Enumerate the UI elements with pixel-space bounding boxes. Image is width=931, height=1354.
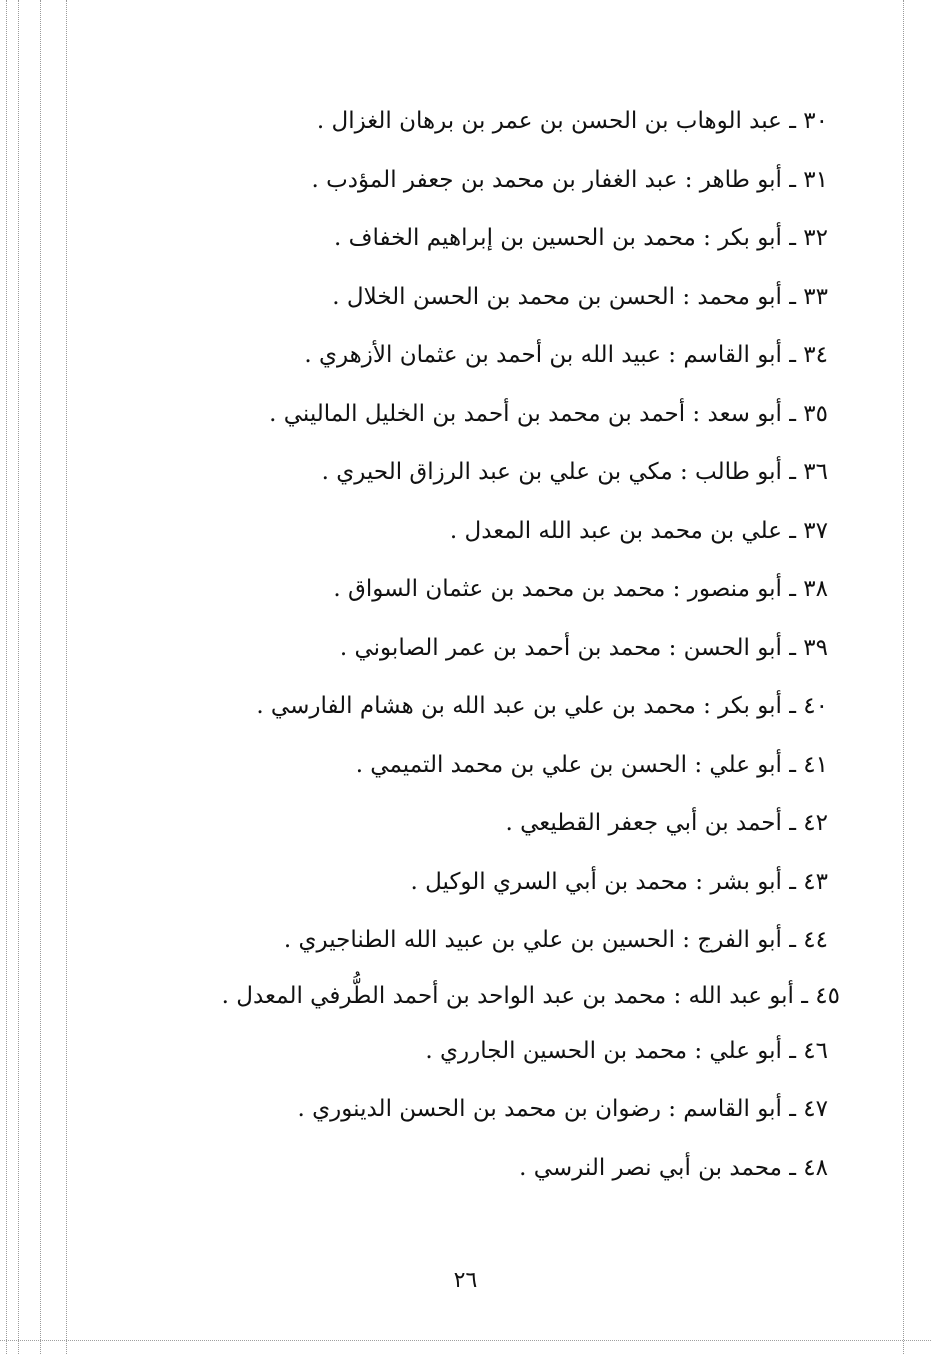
- list-item: ٣٠ ـ عبد الوهاب بن الحسن بن عمر بن برهان الغزال .: [316, 108, 828, 134]
- list-item: ٣٣ ـ أبو محمد : الحسن بن محمد بن الحسن الخلال .: [332, 283, 828, 310]
- list-item: ٣١ ـ أبو طاهر : عبد الغفار بن محمد بن جعفر المؤدب .: [311, 166, 828, 193]
- list-item: ٣٤ ـ أبو القاسم : عبيد الله بن أحمد بن عثمان الأزهري .: [304, 342, 828, 368]
- page-number: ٢٦: [453, 1268, 478, 1293]
- list-item: ٤٧ ـ أبو القاسم : رضوان بن محمد بن الحسن الدينوري .: [297, 1096, 828, 1122]
- list-item: ٣٦ ـ أبو طالب : مكي بن علي بن عبد الرزاق الحيري .: [321, 459, 828, 485]
- margin-guide: [18, 0, 19, 1354]
- list-item: ٤٣ ـ أبو بشر : محمد بن أبي السري الوكيل .: [410, 868, 828, 895]
- list-item: ٤٨ ـ محمد بن أبي نصر النرسي .: [519, 1154, 828, 1181]
- list-item: ٣٢ ـ أبو بكر : محمد بن الحسين بن إبراهيم الخفاف .: [334, 225, 828, 251]
- list-item: ٤٤ ـ أبو الفرج : الحسين بن علي بن عبيد الله الطناجيري .: [283, 927, 828, 953]
- entry-list: [96, 92, 840, 1197]
- list-item: ٣٧ ـ علي بن محمد بن عبد الله المعدل .: [449, 517, 828, 544]
- list-item: ٤٦ ـ أبو علي : محمد بن الحسين الجارري .: [425, 1037, 828, 1064]
- margin-guide: [903, 0, 904, 1354]
- margin-guide: [6, 0, 7, 1354]
- list-item: ٤٢ ـ أحمد بن أبي جعفر القطيعي .: [505, 810, 828, 836]
- margin-guide: [0, 1340, 931, 1341]
- list-item: ٣٥ ـ أبو سعد : أحمد بن محمد بن أحمد بن الخليل الماليني .: [269, 400, 828, 427]
- margin-guide: [66, 0, 67, 1354]
- list-item: ٤٥ ـ أبو عبد الله : محمد بن عبد الواحد بن أحمد الطُّرفي المعدل .: [221, 982, 840, 1009]
- list-item: ٣٩ ـ أبو الحسن : محمد بن أحمد بن عمر الصابوني .: [339, 634, 828, 661]
- list-item: ٣٨ ـ أبو منصور : محمد بن محمد بن عثمان السواق .: [333, 576, 828, 602]
- list-item: ٤٠ ـ أبو بكر : محمد بن علي بن عبد الله بن هشام الفارسي .: [256, 693, 828, 719]
- margin-guide: [40, 0, 41, 1354]
- list-item: ٤١ ـ أبو علي : الحسن بن علي بن محمد التميمي .: [355, 751, 828, 778]
